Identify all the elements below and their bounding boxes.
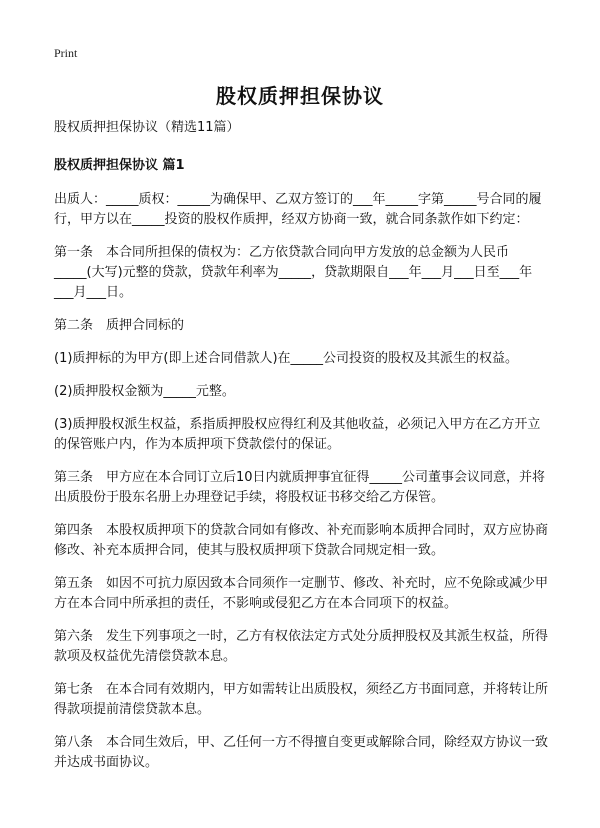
paragraph-parties: 出质人：_____质权：_____为确保甲、乙双方签订的___年_____字第_____号合同的履行，甲方以在_____投资的股权作质押，经双方协商一致，就合同条款作如下约定：: [54, 192, 542, 227]
document-body: [54, 118, 548, 786]
print-link[interactable]: Print: [54, 46, 78, 60]
paragraph-article-1: 第一条 本合同所担保的债权为：乙方依贷款合同向甲方发放的总金额为人民币_____(大写)元整的贷款，贷款年利率为_____，贷款期限自___年___月___日至___年___月___日。: [54, 245, 533, 300]
document-subtitle: 股权质押担保协议（精选11篇）: [54, 120, 240, 135]
paragraph-article-6: 第六条 发生下列事项之一时，乙方有权依法定方式处分质押股权及其派生权益，所得款项及权益优先清偿贷款本息。: [54, 629, 549, 664]
paragraph-item-1: (1)质押标的为甲方(即上述合同借款人)在_____公司投资的股权及其派生的权益。: [54, 351, 519, 366]
section-heading: 股权质押担保协议 篇1: [54, 158, 185, 173]
paragraph-article-2: 第二条 质押合同标的: [54, 318, 185, 333]
paragraph-article-7: 第七条 在本合同有效期内，甲方如需转让出质股权，须经乙方书面同意，并将转让所得款项提前清偿贷款本息。: [54, 682, 549, 717]
paragraph-article-4: 第四条 本股权质押项下的贷款合同如有修改、补充而影响本质押合同时，双方应协商修改、补充本质押合同，使其与股权质押项下贷款合同规定相一致。: [54, 523, 549, 558]
paragraph-article-3: 第三条 甲方应在本合同订立后10日内就质押事宜征得_____公司董事会议同意，并将出质股份于股东名册上办理登记手续，将股权证书移交给乙方保管。: [54, 470, 546, 505]
paragraph-item-2: (2)质押股权金额为_____元整。: [54, 384, 235, 399]
paragraph-item-3: (3)质押股权派生权益，系指质押股权应得红利及其他收益，必须记入甲方在乙方开立的保管账户内，作为本质押项下贷款偿付的保证。: [54, 417, 541, 452]
paragraph-article-8: 第八条 本合同生效后，甲、乙任何一方不得擅自变更或解除合同，除经双方协议一致并达成书面协议。: [54, 735, 549, 770]
paragraph-article-5: 第五条 如因不可抗力原因致本合同须作一定删节、修改、补充时，应不免除或减少甲方在本合同中所承担的责任，不影响或侵犯乙方在本合同项下的权益。: [54, 576, 549, 611]
page-title: 股权质押担保协议: [216, 84, 384, 108]
